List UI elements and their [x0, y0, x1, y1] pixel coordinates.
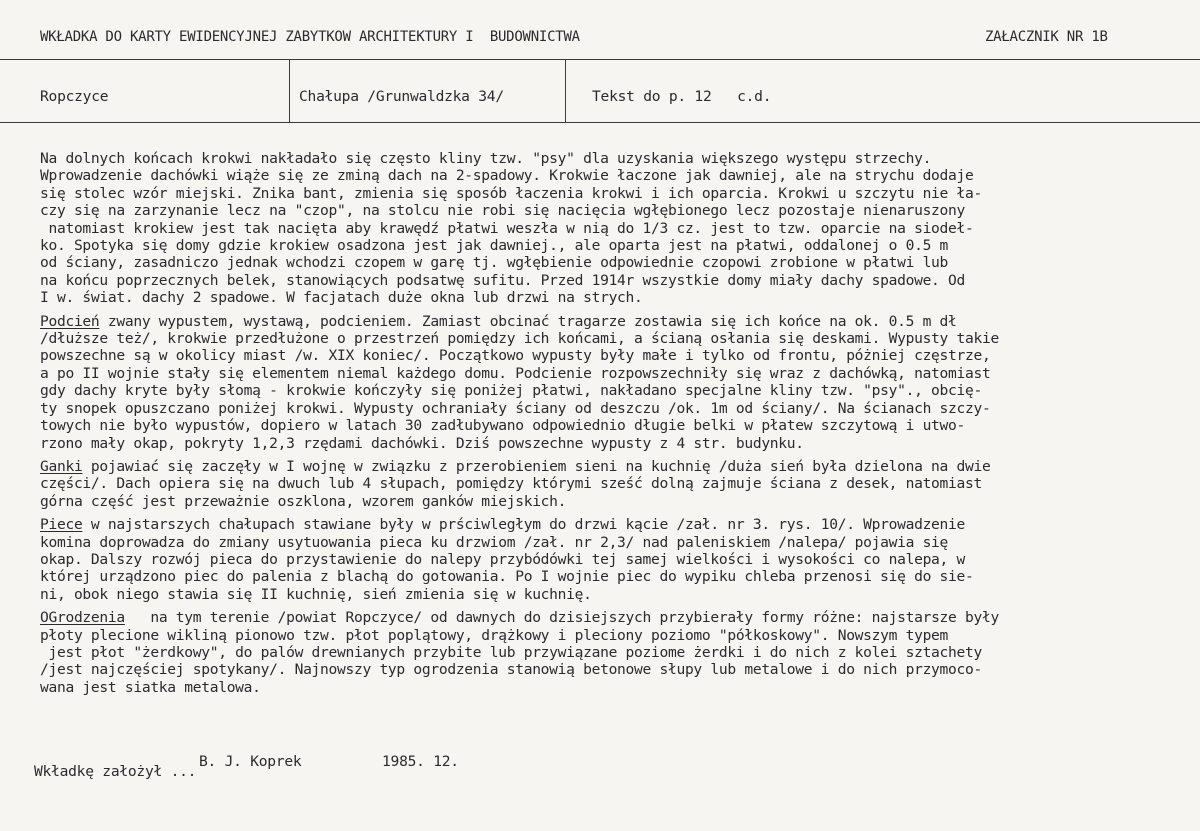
- text-line: wana jest siatka metalowa.: [40, 678, 261, 696]
- section-heading-podcien: Podcień: [40, 312, 100, 330]
- footer-label: Wkładkę założył ...: [34, 763, 197, 780]
- text-segment: zwany wypustem, wystawą, podcieniem. Zamiast obcinać tragarze zostawia się ich końce na ok. 0.5 m dł: [99, 312, 957, 330]
- text-line: której urządzono piec do palenia z blachą do gotowania. Po I wojnie piec do wypiku chleba przenosi się do sie-: [40, 568, 974, 586]
- text-line: [40, 458, 1180, 475]
- text-line: od ściany, zasadniczo jednak wchodzi czopem w garę tj. wgłębienie odpowiednie czopowi zrobione w płatwi lub: [40, 254, 949, 272]
- text-line: się stolec wzór miejski. Znika bant, zmienia się sposób łaczenia krokwi i ich oparcia. Krokwi u szczytu nie ła-: [40, 184, 982, 202]
- text-line: rzono mały okap, pokryty 1,2,3 rzędami dachówki. Dziś powszechne wypusty z 4 str. budynku.: [40, 434, 804, 452]
- text-line: /dłuższe też/, krokwie przedłużone o przestrzeń pomiędzy ich końcami, a ścianą osłania się deskami. Wypusty takie: [40, 330, 999, 348]
- paragraph-ganki: [40, 458, 1180, 510]
- location-field: Ropczyce: [40, 88, 109, 105]
- text-line: towych nie było wypustów, dopiero w latach 30 zadłubywano odpowiednio długie belki w płatew szczytową i utwo-: [40, 417, 965, 435]
- text-line: powszechne są w okolicy miast /w. XIX koniec/. Początkowo wypusty były małe i tylko od frontu, póżniej częstrze,: [40, 347, 991, 365]
- text-line: jest płot "żerdkowy", do palów drewnianych przybite lub przywiązane poziome żerdki i do nich z kolei sztachety: [40, 643, 982, 661]
- section-heading-piece: Piece: [40, 516, 83, 534]
- column-divider-1: [289, 59, 290, 122]
- paragraph-podcien: [40, 313, 1180, 452]
- text-segment: w najstarszych chałupach stawiane były w prściwległym do drzwi kącie /zał. nr 3. rys. 10/. Wprowadzenie: [82, 516, 966, 534]
- author-name: B. J. Koprek: [199, 753, 302, 770]
- text-line: [40, 609, 1180, 626]
- text-line: komina doprowadza do zmiany usytuowania pieca ku drzwiom /zał. nr 2,3/ nad paleniskiem /nalepa/ pojawia się: [40, 533, 949, 551]
- paragraph-ogrodzenia: [40, 609, 1180, 696]
- paragraph-piece: [40, 516, 1180, 603]
- text-line: natomiast krokiew jest tak nacięta aby krawędź płatwi weszła w nią do 1/3 cz. jest to tzw. oparcie na siodeł-: [40, 219, 974, 237]
- text-line: czy się na zarzynanie lecz na "czop", na stolcu nie robi się nacięcia wgłębionego lecz pozostaje nienaruszony: [40, 202, 965, 220]
- text-line: ty snopek opuszczano poniżej krokwi. Wypusty ochraniały ściany od deszczu /ok. 1m od ściany/. Na ścianach szczy-: [40, 399, 991, 417]
- text-line: ko. Spotyka się domy gdzie krokiew osadzona jest jak dawniej., ale oparta jest na płatwi, oddalonej o 0.5 m: [40, 237, 949, 255]
- text-line: górna część jest przeważnie oszklona, wzorem ganków miejskich.: [40, 492, 567, 510]
- section-heading-ogrodzenia: OGrodzenia: [40, 609, 125, 627]
- text-line: [40, 516, 1180, 533]
- info-divider: [0, 122, 1200, 123]
- annex-number: ZAŁACZNIK NR 1B: [985, 29, 1108, 45]
- text-line: Wprowadzenie dachówki wiąże się ze zminą dach na 2-spadowy. Krokwie łaczone jak dawniej, ale na strychu dodaje: [40, 167, 974, 185]
- card-title: WKŁADKA DO KARTY EWIDENCYJNEJ ZABYTKOW ARCHITEKTURY I BUDOWNICTWA: [40, 29, 580, 45]
- text-line: części/. Dach opiera się na dwuch lub 4 słupach, pomiędzy którymi sześć dolną zajmuje ściana z desek, natomiast: [40, 475, 982, 493]
- column-divider-2: [565, 59, 566, 122]
- text-line: I w. świat. dachy 2 spadowe. W facjatach duże okna lub drzwi na strych.: [40, 289, 643, 307]
- text-line: ni, obok niego stawia się II kuchnię, sień zmienia się w kuchnię.: [40, 585, 592, 603]
- section-heading-ganki: Ganki: [40, 457, 83, 475]
- text-line: płoty plecione wikliną pionowo tzw. płot poplątowy, drążkowy i pleciony poziomo "półkoskowy". Nowszym typem: [40, 626, 949, 644]
- text-segment: na tym terenie /powiat Ropczyce/ od dawnych do dzisiejszych przybierały formy różne: najstarsze były: [124, 609, 999, 627]
- text-line: okap. Dalszy rozwój pieca do przystawienie do nalepy przybódówki tej samej wielkości i wysokości co nalepa, w: [40, 550, 965, 568]
- text-line: na końcu poprzecznych belek, stanowiących podsatwę sufitu. Przed 1914r wszystkie domy miały dachy spadowe. Od: [40, 271, 965, 289]
- text-line: Na dolnych końcach krokwi nakładało się często kliny tzw. "psy" dla uzyskania większego występu strzechy.: [40, 150, 932, 167]
- text-line: /jest najczęściej spotykany/. Najnowszy typ ogrodzenia stanowią betonowe słupy lub metalowe i do nich przymoco-: [40, 661, 982, 679]
- header-divider: [0, 59, 1200, 60]
- text-line: gdy dachy kryte były słomą - krokwie kończyły się poniżej płatwi, nakładano specjalne kliny tzw. "psy"., obcię-: [40, 382, 982, 400]
- paragraph-roof: [40, 150, 1180, 307]
- object-field: Chałupa /Grunwaldzka 34/: [299, 88, 504, 105]
- text-line: a po II wojnie stały się elementem niemal każdego domu. Podcienie rozpowszechniły się wraz z dachówką, natomiast: [40, 364, 991, 382]
- text-segment: pojawiać się zaczęły w I wojnę w związku z przerobieniem sieni na kuchnię /duża sień była dzielona na dwie: [82, 457, 991, 475]
- text-reference: Tekst do p. 12 c.d.: [592, 88, 772, 105]
- text-line: [40, 313, 1180, 330]
- entry-date: 1985. 12.: [382, 753, 459, 770]
- body-text: [40, 150, 1180, 702]
